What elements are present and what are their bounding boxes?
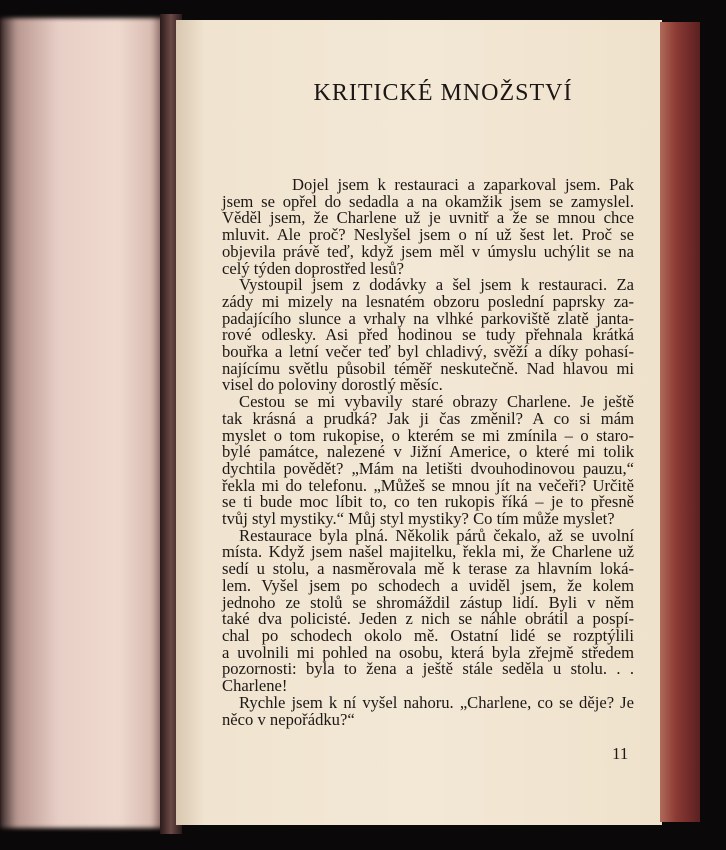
text-line: se ti bude moc líbit to, co ten rukopis říká – je to přesně — [222, 492, 634, 512]
text-line: Charlene! — [222, 676, 288, 696]
text-line: také dva policisté. Jeden z nich se náhle obrátil a pospí- — [222, 609, 634, 629]
text-line: rové odlesky. Asi před hodinou se tudy přehnala krátká — [222, 325, 634, 345]
text-line: myslet o tom rukopise, o kterém se mi zmínila – o staro- — [222, 425, 634, 445]
text-line: něco v nepořádku?“ — [222, 709, 355, 729]
text-line: mluvit. Ale proč? Neslyšel jsem o ní už šest let. Proč se — [222, 225, 634, 245]
text-line: Věděl jsem, že Charlene už je uvnitř a že se mnou chce — [222, 208, 634, 228]
paragraph — [222, 692, 634, 729]
text-line: chal po schodech okolo mě. Ostatní lidé se rozptýlili — [222, 625, 634, 645]
text-line: Dojel jsem k restauraci a zaparkoval jsem. Pak — [292, 175, 634, 194]
chapter-title: KRITICKÉ MNOŽSTVÍ — [313, 80, 573, 106]
left-page — [0, 18, 168, 828]
text-line: celý týden doprostřed lesů? — [222, 258, 405, 278]
text-line: bouřka a letní večer teď byl chladivý, svěží a díky pohasí- — [222, 342, 634, 362]
text-line: padajícího slunce a vrhaly na vlhké parkoviště zlatě janta- — [222, 308, 634, 328]
text-line: místa. Když jsem našel majitelku, řekla mi, že Charlene už — [222, 542, 634, 562]
paragraph — [222, 277, 634, 394]
page-edge — [660, 22, 700, 822]
text-line: najícímu světlu působil téměř neskutečně. Nad hlavou mi — [222, 358, 634, 378]
text-line: objevila právě teď, když jsem měl v úmyslu uchýlit se na — [222, 241, 634, 261]
text-line: jednoho ze stolů se shromáždil zástup lidí. Byli v něm — [222, 592, 634, 612]
text-line: řekla mi do telefonu. „Můžeš se mnou jít na večeři? Určitě — [222, 475, 634, 495]
text-line: sedí u stolu, a nasměrovala mě k terase za hlavním loká- — [222, 559, 634, 579]
text-line: tak krásná a prudká? Jak ji čas změnil? A co si mám — [222, 408, 634, 428]
text-line: Rychle jsem k ní vyšel nahoru. „Charlene, co se děje? Je — [239, 692, 634, 712]
text-line: zády mi mizely na lesnatém obzoru poslední paprsky za- — [222, 291, 634, 311]
text-line: Vystoupil jsem z dodávky a šel jsem k restauraci. Za — [239, 275, 634, 295]
text-line: dychtila povědět? „Mám na letišti dvouhodinovou pauzu,“ — [222, 458, 634, 478]
text-line: bylé památce, nalezené v Jižní Americe, o které mi tolik — [222, 442, 634, 462]
text-line: tvůj styl mystiky.“ Můj styl mystiky? Co tím může myslet? — [222, 509, 615, 529]
text-line: a uvolnili mi pohled na osobu, která byla zřejmě středem — [222, 642, 634, 662]
paragraph — [222, 525, 634, 696]
paragraph — [222, 394, 634, 528]
text-line: jsem se opřel do sedadla a na okamžik jsem se zamyslel. — [222, 191, 634, 211]
text-line: lem. Vyšel jsem po schodech a uviděl jsem, že kolem — [222, 575, 634, 595]
text-line: visel do poloviny dorostlý měsíc. — [222, 375, 443, 395]
paragraph — [222, 177, 634, 277]
text-line: Cestou se mi vybavily staré obrazy Charlene. Je ještě — [239, 392, 634, 412]
chapter-text — [222, 177, 634, 728]
text-line: pozornosti: byla to žena a ještě stále seděla u stolu. . . — [222, 659, 634, 679]
page-number: 11 — [612, 744, 629, 763]
text-line: Restaurace byla plná. Několik párů čekalo, až se uvolní — [239, 525, 634, 545]
